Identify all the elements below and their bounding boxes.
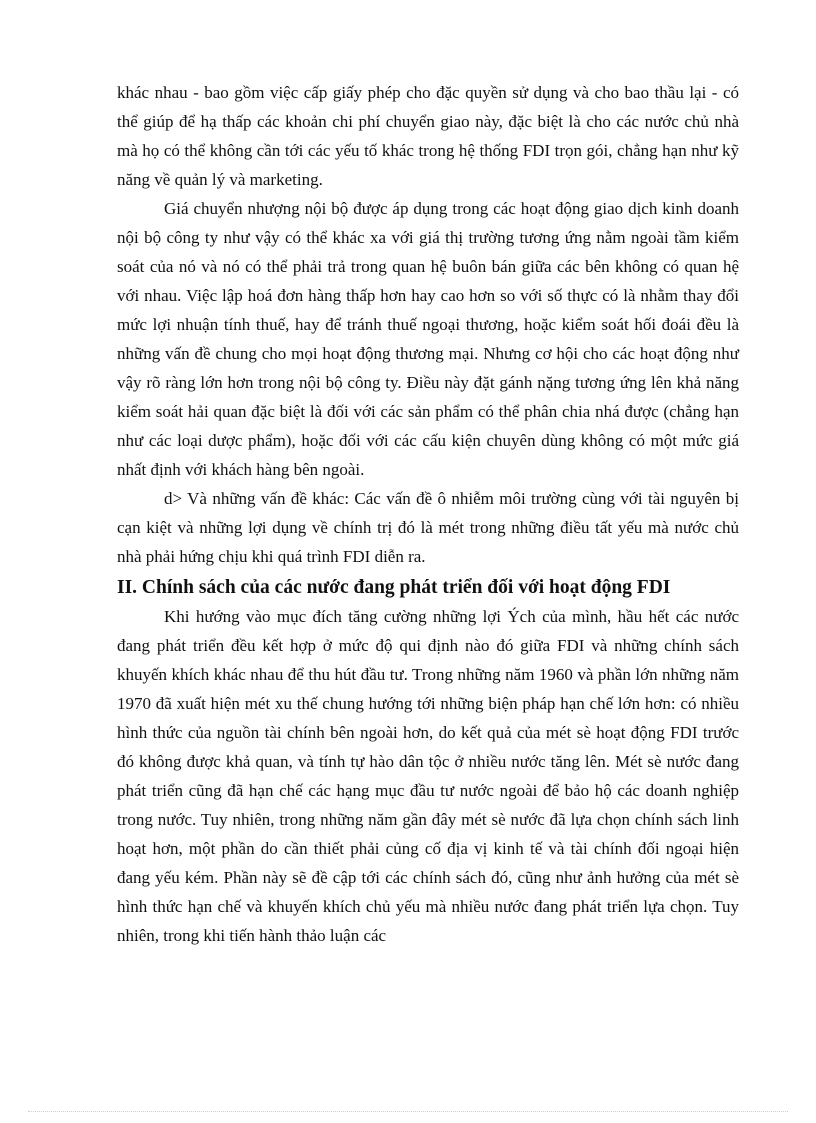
paragraph-other-issues: d> Và những vấn đề khác: Các vấn đề ô nhiễm môi trường cùng với tài nguyên bị cạn kiệt và những lợi dụng về chính trị đó là mét trong những điều tất yếu mà nước chủ nhà phải hứng chịu khi quá trình FDI diễn ra. (117, 489, 739, 566)
paragraph-transfer-costs: khác nhau - bao gồm việc cấp giấy phép cho đặc quyền sử dụng và cho bao thầu lại - có thể giúp để hạ thấp các khoản chi phí chuyển giao này, đặc biệt là cho các nước chủ nhà mà họ có thể không cần tới các yếu tố khác trong hệ thống FDI trọn gói, chẳng hạn như kỹ năng về quản lý và marketing. (117, 83, 739, 189)
page-body (117, 78, 739, 950)
paragraph-policies: Khi hướng vào mục đích tăng cường những lợi Ých của mình, hầu hết các nước đang phát triển đều kết hợp ở mức độ qui định nào đó giữa FDI và những chính sách khuyến khích khác nhau để thu hút đầu tư. Trong những năm 1960 và phần lớn những năm 1970 đã xuất hiện mét xu thế chung hướng tới những biện pháp hạn chế lớn hơn: có nhiều hình thức của nguồn tài chính bên ngoài hơn, do kết quả của mét sè hoạt động FDI trước đó không được khả quan, và tính tự hào dân tộc ở nhiều nước tăng lên. Mét sè nước đang phát triển cũng đã hạn chế các hạng mục đầu tư nước ngoài để bảo hộ các doanh nghiệp trong nước. Tuy nhiên, trong những năm gần đây mét sè nước đã lựa chọn chính sách linh hoạt hơn, một phần do cần thiết phải củng cố địa vị kinh tế và tài chính đối ngoại hiện đang yếu kém. Phần này sẽ đề cập tới các chính sách đó, cũng như ảnh hưởng của mét sè hình thức hạn chế và khuyến khích chủ yếu mà nhiều nước đang phát triển lựa chọn. Tuy nhiên, trong khi tiến hành thảo luận các (117, 607, 739, 945)
section-heading: II. Chính sách của các nước đang phát triển đối với hoạt động FDI (117, 577, 671, 598)
paragraph-transfer-pricing: Giá chuyển nhượng nội bộ được áp dụng trong các hoạt động giao dịch kinh doanh nội bộ công ty như vậy có thể khác xa với giá thị trường tương ứng nằm ngoài tầm kiểm soát của nó và nó có thể phải trả trong quan hệ buôn bán giữa các bên không có quan hệ với nhau. Việc lập hoá đơn hàng thấp hơn hay cao hơn so với số thực có là nhằm thay đổi mức lợi nhuận tính thuế, hay để tránh thuế ngoại thương, hoặc kiểm soát hối đoái đều là những vấn đề chung cho mọi hoạt động thương mại. Nhưng cơ hội cho các hoạt động như vậy rõ ràng lớn hơn trong nội bộ công ty. Điều này đặt gánh nặng tương ứng lên khả năng kiểm soát hải quan đặc biệt là đối với các sản phẩm có thể phân chia nhá được (chẳng hạn như các loại dược phẩm), hoặc đối với các cấu kiện chuyên dùng không có một mức giá nhất định với khách hàng bên ngoài. (117, 199, 739, 479)
page-bottom-divider (28, 1111, 788, 1112)
